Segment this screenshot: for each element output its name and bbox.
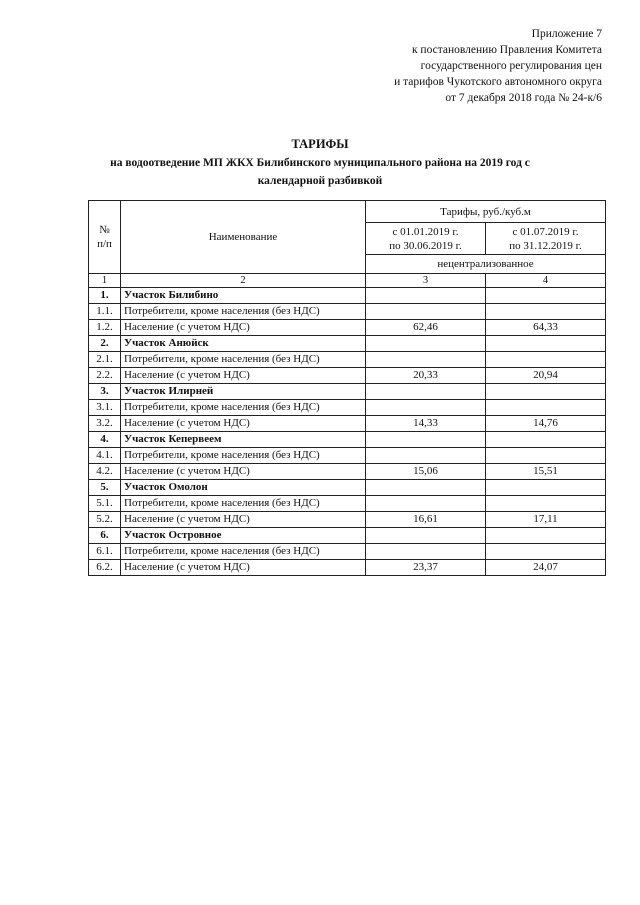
table-row: [89, 512, 606, 528]
row-name: Население (с учетом НДС): [121, 416, 366, 432]
section-name: Участок Островное: [121, 528, 366, 544]
row-name: Потребители, кроме населения (без НДС): [121, 496, 366, 512]
table-row: [89, 320, 606, 336]
tariff-period-2: 20,94: [486, 368, 606, 384]
tariff-period-1: [366, 400, 486, 416]
row-num: 4.2.: [89, 464, 121, 480]
row-num: 5.1.: [89, 496, 121, 512]
index-cell: 4: [486, 274, 606, 288]
table-row: [89, 448, 606, 464]
value-cell: [486, 288, 606, 304]
tariff-period-2: 14,76: [486, 416, 606, 432]
header-type: нецентрализованное: [366, 255, 606, 274]
tariff-period-1: [366, 496, 486, 512]
value-cell: [366, 384, 486, 400]
tariff-period-1: 16,61: [366, 512, 486, 528]
index-cell: 1: [89, 274, 121, 288]
table-body: [89, 274, 606, 576]
row-num: 1.2.: [89, 320, 121, 336]
value-cell: [486, 336, 606, 352]
row-name: Население (с учетом НДС): [121, 320, 366, 336]
row-name: Потребители, кроме населения (без НДС): [121, 544, 366, 560]
row-num: 2.1.: [89, 352, 121, 368]
appendix-line: государственного регулирования цен: [420, 60, 602, 72]
row-num: 6.2.: [89, 560, 121, 576]
tariff-period-2: 17,11: [486, 512, 606, 528]
row-name: Население (с учетом НДС): [121, 464, 366, 480]
tariff-table: [88, 200, 606, 576]
header-num: № п/п: [89, 201, 121, 274]
index-cell: 2: [121, 274, 366, 288]
row-num: 6.1.: [89, 544, 121, 560]
document-title: [80, 136, 560, 189]
tariff-period-1: 15,06: [366, 464, 486, 480]
row-num: 3.2.: [89, 416, 121, 432]
tariff-period-2: 15,51: [486, 464, 606, 480]
appendix-line: и тарифов Чукотского автономного округа: [394, 76, 602, 88]
title-sub-line2: календарной разбивкой: [257, 175, 383, 187]
row-name: Потребители, кроме населения (без НДС): [121, 304, 366, 320]
tariff-period-1: [366, 352, 486, 368]
table-row: [89, 496, 606, 512]
appendix-line: Приложение 7: [531, 28, 602, 40]
section-num: 3.: [89, 384, 121, 400]
value-cell: [366, 288, 486, 304]
value-cell: [486, 384, 606, 400]
section-num: 5.: [89, 480, 121, 496]
row-name: Потребители, кроме населения (без НДС): [121, 352, 366, 368]
section-row: [89, 384, 606, 400]
row-name: Население (с учетом НДС): [121, 512, 366, 528]
tariff-period-1: [366, 544, 486, 560]
tariff-period-2: 24,07: [486, 560, 606, 576]
table-row: [89, 352, 606, 368]
section-num: 6.: [89, 528, 121, 544]
appendix-line: от 7 декабря 2018 года № 24-к/6: [445, 92, 602, 104]
value-cell: [366, 480, 486, 496]
section-row: [89, 528, 606, 544]
header-period-2: с 01.07.2019 г. по 31.12.2019 г.: [486, 223, 606, 255]
value-cell: [366, 528, 486, 544]
tariff-period-1: 14,33: [366, 416, 486, 432]
header-name: Наименование: [121, 201, 366, 274]
table-row: [89, 416, 606, 432]
section-num: 2.: [89, 336, 121, 352]
appendix-note: [302, 26, 602, 106]
row-num: 1.1.: [89, 304, 121, 320]
tariff-period-2: [486, 304, 606, 320]
index-cell: 3: [366, 274, 486, 288]
table-row: [89, 544, 606, 560]
section-num: 1.: [89, 288, 121, 304]
tariff-period-2: 64,33: [486, 320, 606, 336]
section-name: Участок Илирней: [121, 384, 366, 400]
value-cell: [486, 528, 606, 544]
tariff-period-2: [486, 496, 606, 512]
row-name: Потребители, кроме населения (без НДС): [121, 448, 366, 464]
header-tariffs: Тарифы, руб./куб.м: [366, 201, 606, 223]
value-cell: [366, 336, 486, 352]
header-period-1: с 01.01.2019 г. по 30.06.2019 г.: [366, 223, 486, 255]
index-row: [89, 274, 606, 288]
row-name: Население (с учетом НДС): [121, 560, 366, 576]
row-num: 3.1.: [89, 400, 121, 416]
row-num: 5.2.: [89, 512, 121, 528]
value-cell: [486, 480, 606, 496]
table-row: [89, 464, 606, 480]
tariff-period-1: 20,33: [366, 368, 486, 384]
title-main: ТАРИФЫ: [291, 137, 349, 151]
section-row: [89, 432, 606, 448]
tariff-period-2: [486, 544, 606, 560]
table-row: [89, 560, 606, 576]
row-name: Потребители, кроме населения (без НДС): [121, 400, 366, 416]
section-row: [89, 288, 606, 304]
section-row: [89, 480, 606, 496]
appendix-line: к постановлению Правления Комитета: [411, 44, 602, 56]
row-num: 4.1.: [89, 448, 121, 464]
tariff-period-2: [486, 400, 606, 416]
section-name: Участок Анюйск: [121, 336, 366, 352]
tariff-period-2: [486, 352, 606, 368]
tariff-period-1: 62,46: [366, 320, 486, 336]
tariff-period-1: [366, 448, 486, 464]
table-row: [89, 304, 606, 320]
tariff-period-2: [486, 448, 606, 464]
title-sub-line1: на водоотведение МП ЖКХ Билибинского муниципального района на 2019 год с: [110, 157, 530, 169]
table-row: [89, 368, 606, 384]
value-cell: [486, 432, 606, 448]
tariff-period-1: [366, 304, 486, 320]
section-name: Участок Билибино: [121, 288, 366, 304]
section-name: Участок Кепервеем: [121, 432, 366, 448]
section-num: 4.: [89, 432, 121, 448]
row-num: 2.2.: [89, 368, 121, 384]
table-row: [89, 400, 606, 416]
value-cell: [366, 432, 486, 448]
section-row: [89, 336, 606, 352]
section-name: Участок Омолон: [121, 480, 366, 496]
row-name: Население (с учетом НДС): [121, 368, 366, 384]
tariff-period-1: 23,37: [366, 560, 486, 576]
